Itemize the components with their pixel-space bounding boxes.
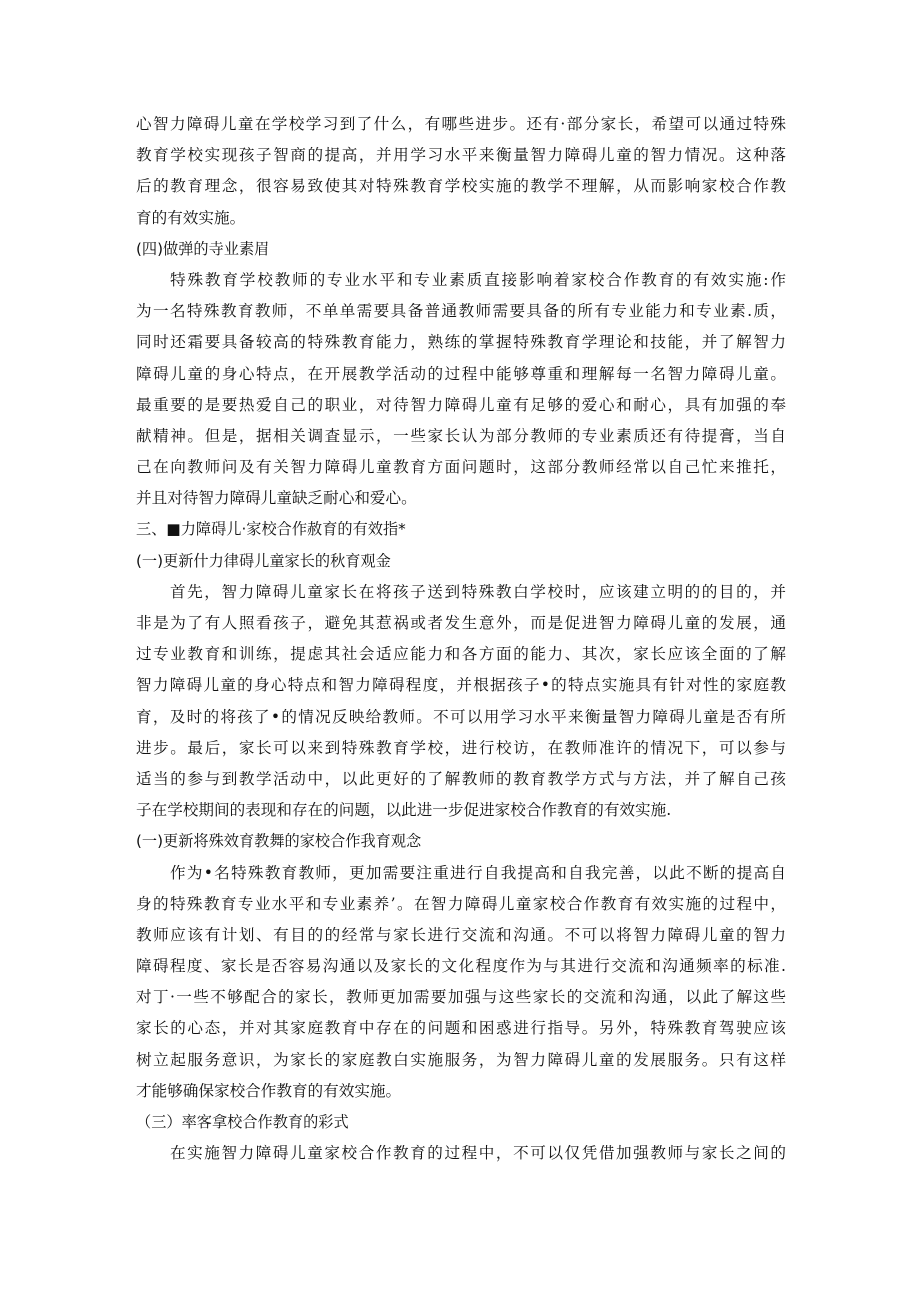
text-line: 进步。最后，家长可以来到特殊教育学校，进行校访，在教师准许的情况下，可以参与 <box>136 738 786 757</box>
text-line: 同时还霜要具备较高的特殊教育能力，熟练的掌握特殊教育学理论和技能，并了解智力 <box>136 333 786 352</box>
section-heading-1a: (一)更新什力律碍儿童家长的秋育观金 <box>136 551 391 570</box>
chapter-heading-3: 三、■力障碍儿·家校合作赦育的有效指* <box>136 520 406 539</box>
text-line: 适当的参与到教学活动中，以此更好的了解教师的教育教学方式与方法，并了解自己孩 <box>136 769 786 788</box>
text-line: 育，及时的将孩了•的情况反映给教师。不可以用学习水平来衡量智力障碍儿童是否有所 <box>136 707 786 726</box>
paragraph-cooperation-forms <box>136 1138 786 1169</box>
text-line: 首先，智力障碍儿童家长在将孩子送到特殊教白学校时，应该建立明的的目的，并 <box>170 582 786 601</box>
text-line: 障碍儿童的身心特点，在开展教学活动的过程中能够尊重和理解每一名智力障碍儿童。 <box>136 364 786 383</box>
text-line: 教育学校实现孩子智商的提高，并用学习水平来衡量智力障碍儿童的智力情况。这种落 <box>136 146 786 165</box>
text-line: 作为•名特殊教育教师，更加需要注重进行自我提高和自我完善，以此不断的提高自 <box>170 863 786 882</box>
text-line: 最重要的是要热爱自己的职业，对待智力障碍儿童有足够的爱心和耐心，具有加强的奉 <box>136 395 786 414</box>
text-line: 身的特殊教育专业水平和专业素养’。在智力障碍儿童家校合作教育有效实施的过程中， <box>136 894 786 913</box>
paragraph-teacher-concept <box>136 858 786 1108</box>
text-line: 子在学校期间的表现和存在的问题，以此进一步促进家校合作教育的有效实施. <box>136 801 672 820</box>
paragraph-intro <box>136 109 786 234</box>
text-line: 己在向教师问及有关智力障碍儿童教育方面问题时，这部分教师经常以自己忙来推托， <box>136 458 786 477</box>
paragraph-parent-concept <box>136 577 786 827</box>
text-line: 在实施智力障碍儿童家校合作教育的过程中，不可以仅凭借加强教师与家长之间的 <box>170 1144 786 1163</box>
text-line: 后的教育理念，很容易致使其对特殊教育学校实施的教学不理解，从而影响家校合作教 <box>136 177 786 196</box>
text-line: 家长的心态，并对其家庭教育中存在的问题和困惑进行指导。另外，特殊教育驾驶应该 <box>136 1019 786 1038</box>
text-line: 特殊教育学校教师的专业水平和专业素质直接影响着家校合作教育的有效实施:作 <box>170 270 786 289</box>
text-line: 献精神。但是，据相关调査显示，一些家长认为部分教师的专业素质还有待提膏，当自 <box>136 426 786 445</box>
text-line: 智力障碍儿童的身心特点和智力障碍程度，并根据孩子•的特点实施具有针对性的家庭教 <box>136 676 786 695</box>
paragraph-teacher-quality <box>136 265 786 515</box>
text-line: 为一名特殊教育教师，不单单需要具备普通教师需要具备的所有专业能力和专业素.质， <box>136 302 786 321</box>
text-line: 非是为了有人照看孩子，避免其惹祸或者发生意外，而是促进智力障碍儿童的发展，通 <box>136 614 786 632</box>
text-line: 才能够确保家校合作教育的有效实施。 <box>136 1081 402 1100</box>
text-line: 育的有效实施。 <box>136 208 246 227</box>
text-line: 过专业教育和训练，提虑其社会适应能力和各方面的能力、其次，家长应该全面的了解 <box>136 645 786 664</box>
text-line: 教师应该有计划、有目的的经常与家长进行交流和沟通。不可以将智力障碍儿童的智力 <box>136 925 786 944</box>
text-line: 并且对待智力障碍儿童缺乏耐心和爱心。 <box>136 489 417 508</box>
section-heading-3: （三）率客拿校合作教育的彩式 <box>136 1113 349 1131</box>
text-line: 心智力障碍儿童在学校学习到了什么，有哪些进步。还有·部分家长，希望可以通过特殊 <box>136 115 786 133</box>
section-heading-4: (四)做弹的寺业素眉 <box>136 239 270 258</box>
document-page <box>136 109 786 1169</box>
text-line: 障碍程度、家长是否容易沟通以及家长的文化程度作为与其进行交流和沟通频率的标准. <box>136 957 786 976</box>
section-heading-1b: (一)更新将殊效育教舞的家校合作我育观念 <box>136 832 422 851</box>
text-line: 对丁·一些不够配合的家长，教师更加需要加强与这些家长的交流和沟通，以此了解这些 <box>136 988 786 1007</box>
text-line: 树立起服务意识，为家长的家庭教白实施服务，为智力障碍儿童的发展服务。只有这样 <box>136 1050 786 1069</box>
